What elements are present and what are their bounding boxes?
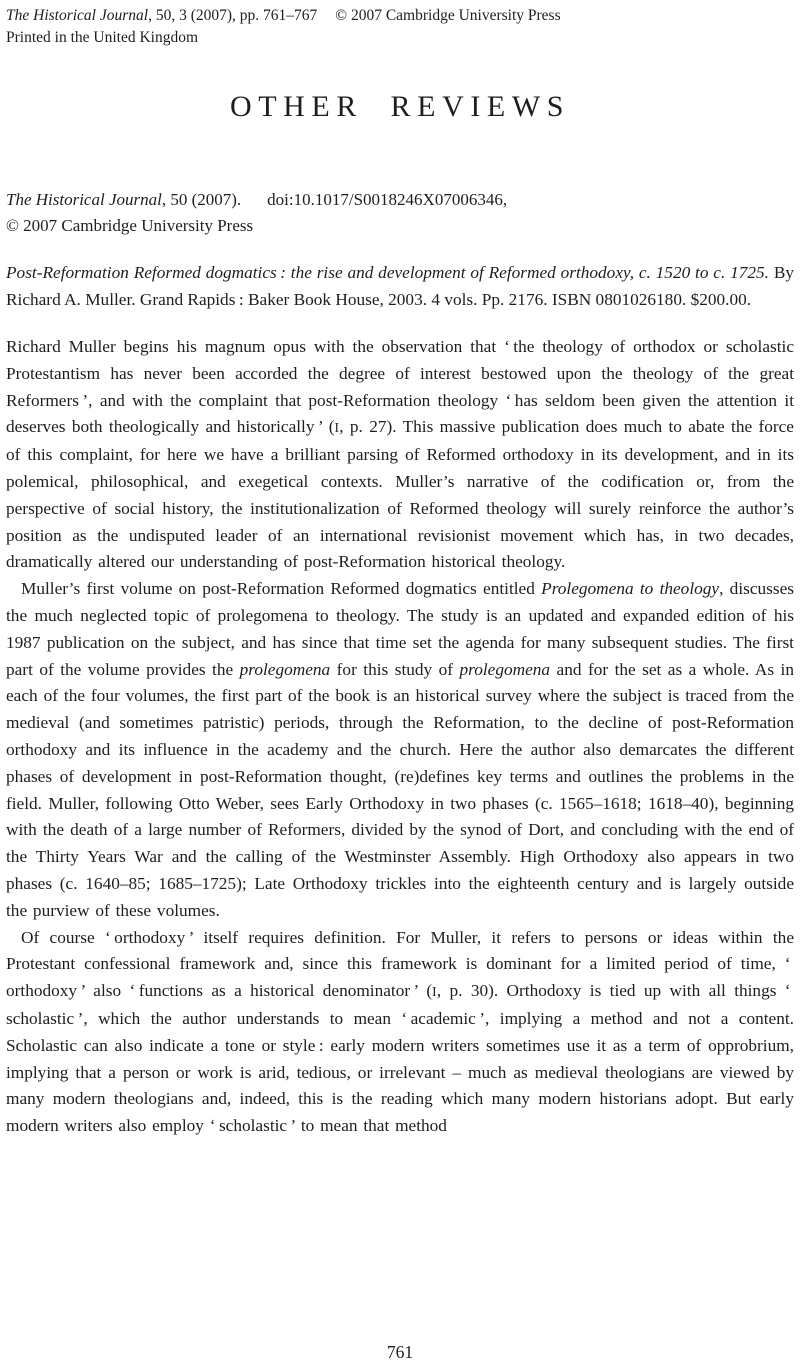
review-paragraph [6,576,794,924]
review-paragraph [6,925,794,1140]
review-paragraph [6,334,794,576]
text-segment: Muller’s first volume on post-Reformation Reformed dogmatics entitled [21,579,542,599]
printed-in-notice: Printed in the United Kingdom [6,29,199,46]
book-details: By Richard A. Muller. Grand Rapids : Baker Book House, 2003. 4 vols. Pp. 2176. ISBN 0801026180. $200.00. [6,263,794,309]
page-number: 761 [386,1342,414,1362]
text-segment: I [334,420,340,436]
text-segment: for this study of [330,659,460,679]
review-body [6,334,794,1140]
article-issue-info: , 50 (2007). [161,190,242,209]
section-title: OTHER REVIEWS [229,90,571,123]
book-title: Post-Reformation Reformed dogmatics : the rise and development of Reformed orthodoxy, c. 1520 to c. 1725. [6,263,769,282]
text-segment: , p. 30). Orthodoxy is tied up with all things ‘ scholastic ’, which the author understands to mean ‘ academic ’, implying a method and not a content. Scholastic can also indicate a tone or style : early modern writers sometimes use it as a term of opprobrium, implying that a person or work is arid, tedious, or irrelevant – much as medieval theologians are viewed by many modern theologians and, indeed, this is the reading which many modern historians adopt. But early modern writers also employ ‘ scholastic ’ to mean that method [6,981,794,1136]
article-meta-line1 [6,187,794,213]
text-segment: and for the set as a whole. As in each of the four volumes, the first part of the book is an historical survey where the subject is traced from the medieval (and sometimes patristic) periods, through the Reformation, to the decline of post-Reformation orthodoxy and its influence in the academy and the church. Here the author also demarcates the different phases of development in post-Reformation thought, (re)defines key terms and outlines the problems in the field. Muller, following Otto Weber, sees Early Orthodoxy in two phases (c. 1565–1618; 1618–40), beginning with the death of a large number of Reformers, divided by the synod of Dort, and concluding with the end of the Thirty Years War and the calling of the Westminster Assembly. High Orthodoxy also appears in two phases (c. 1640–85; 1685–1725); Late Orthodoxy trickles into the eighteenth century and is largely outside the purview of these volumes. [6,659,794,920]
text-segment: prolegomena [239,659,331,679]
text-segment: Prolegomena to theology [541,579,720,599]
running-head [0,0,800,49]
issue-info: , 50, 3 (2007), pp. 761–767 [148,7,318,24]
text-segment: , discusses the much neglected topic of prolegomena to theology. The study is an updated and expanded edition of his 1987 publication on the subject, and has since that time set the agenda for many subsequent studies. The first part of the volume provides the [6,579,795,679]
text-segment: prolegomena [459,659,551,679]
article-meta [6,187,794,239]
doi-text: doi:10.1017/S0018246X07006346, [267,190,508,209]
text-segment: I [432,984,437,1000]
book-citation [6,259,794,313]
article-copyright: © 2007 Cambridge University Press [6,216,254,235]
text-segment: , p. 27). This massive publication does much to abate the force of this complaint, for here we have a brilliant parsing of Reformed orthodoxy in its development, and in its polemical, philosophical, and exegetical contexts. Muller’s narrative of the codification or, from the perspective of social history, the institutionalization of Reformed theology will surely reinforce the author’s position as the undisputed leader of an international revisionist movement which has, in two decades, dramatically altered our understanding of post-Reformation historical theology. [6,417,794,572]
running-head-line1 [6,5,794,27]
copyright-notice: © 2007 Cambridge University Press [335,7,561,24]
text-segment: Richard Muller begins his magnum opus with the observation that ‘ the theology of orthodox or scholastic Protestantism has never been accorded the degree of interest bestowed upon the theology of the great Reformers ’, and with the complaint that post-Reformation theology ‘ has seldom been given the attention it deserves both theologically and historically ’ ( [6,337,794,437]
text-segment: Of course ‘ orthodoxy ’ itself requires definition. For Muller, it refers to persons or ideas within the Protestant confessional framework and, since this framework is dominant for a limited period of time, ‘ orthodoxy ’ also ‘ functions as a historical denominator ’ ( [6,927,794,1001]
article-journal-title: The Historical Journal [6,190,162,209]
journal-title: The Historical Journal [6,7,149,24]
